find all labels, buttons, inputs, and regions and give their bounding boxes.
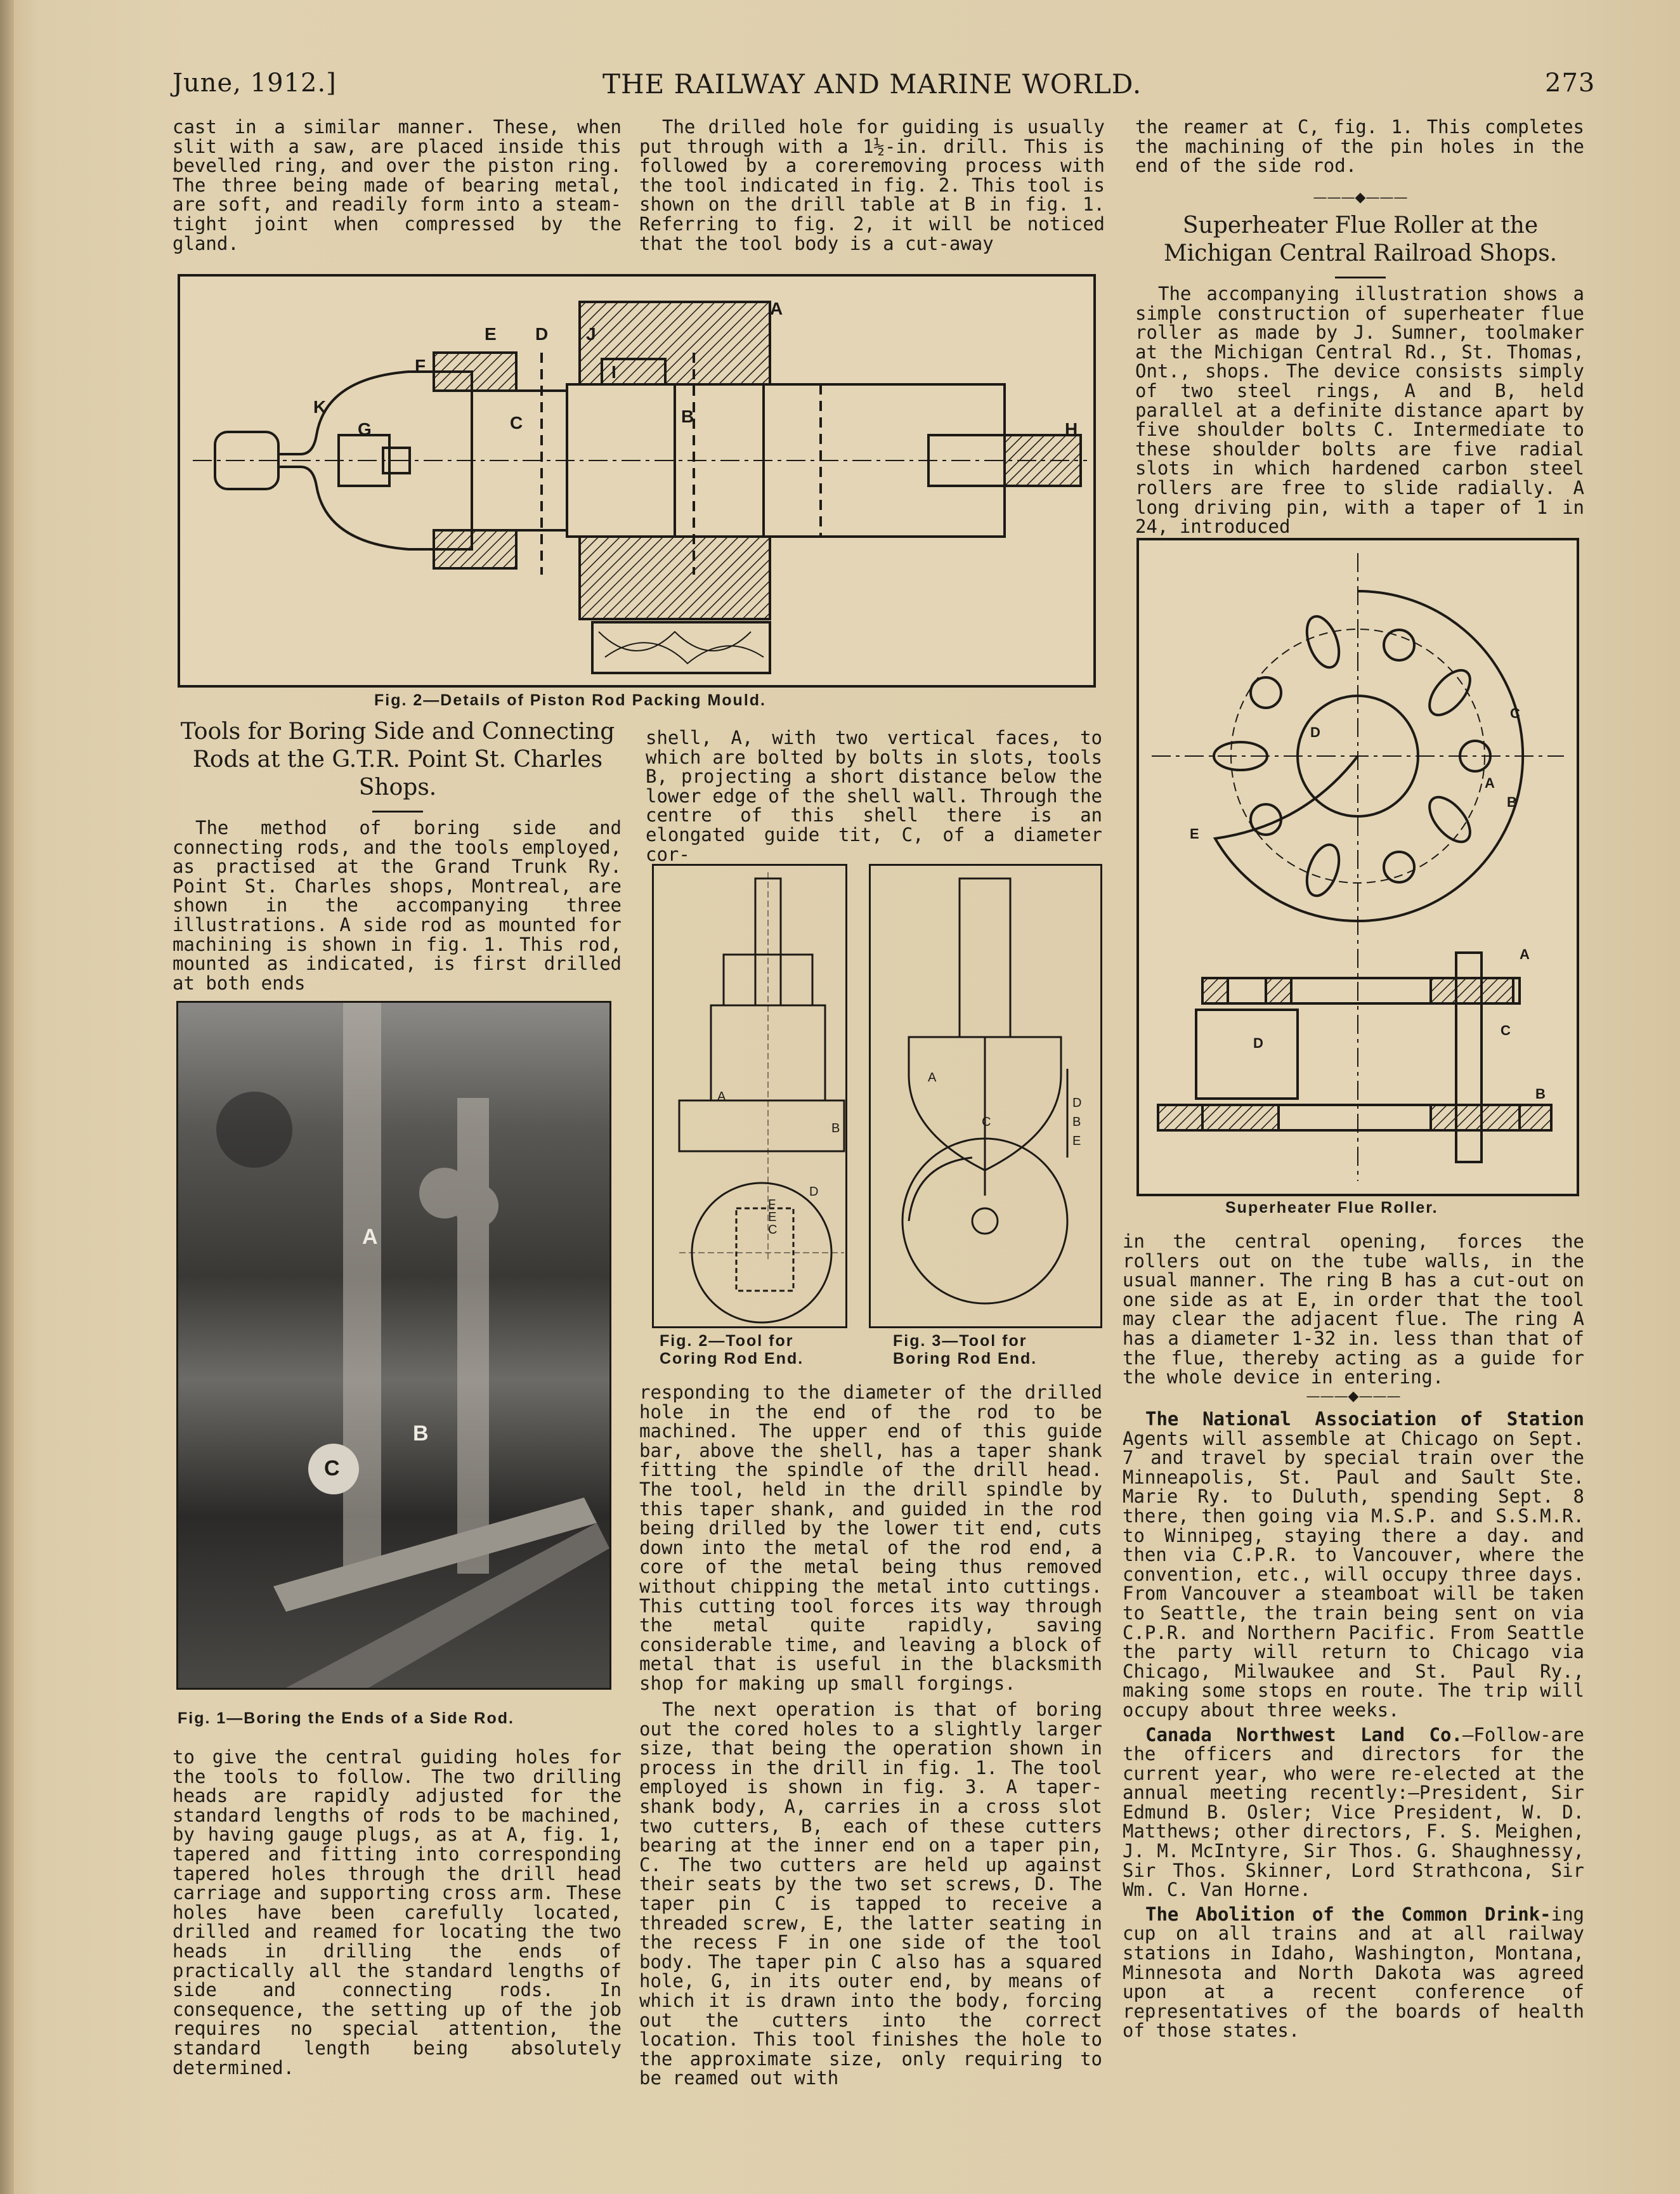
flue-roller-drawing <box>1139 540 1577 1194</box>
roller-label-a: A <box>1485 775 1495 791</box>
mould-label-a: A <box>770 299 783 318</box>
photo-label-c: C <box>324 1456 340 1480</box>
note1-lead: The National Association of Station <box>1145 1408 1584 1430</box>
photo-boring-side-rod <box>176 1001 611 1690</box>
article2-heading: Superheater Flue Roller at the Michigan Central Railroad Shops. <box>1163 212 1558 266</box>
mould-label-k: K <box>313 397 327 417</box>
svg-text:C: C <box>982 1115 991 1129</box>
article1-rule <box>372 811 423 813</box>
svg-text:D: D <box>1253 1035 1263 1051</box>
mould-label-i: I <box>611 362 616 382</box>
mould-caption: Fig. 2—Details of Piston Rod Packing Mould. <box>374 691 766 709</box>
header-title: THE RAILWAY AND MARINE WORLD. <box>602 69 1142 100</box>
article2-para1: The accompanying illustration shows a simple construction of superheater flue roller as made by J. Sumner, toolmaker at the Michigan Central Rd., St. Thomas, Ont., shops. The device consists simply of two steel rings, A and B, held parallel at a definite distance apart by five shoulder bolts C. Intermediate to these shoulder bolts are five radial slots in which hardened carbon steel rollers are free to slide radially. A long driving pin, with a taper of 1 in 24, introduced <box>1135 283 1584 538</box>
article1-header <box>166 718 629 821</box>
article2-rule <box>1335 277 1386 278</box>
fig3-caption: Fig. 3—Tool for Boring Rod End. <box>893 1332 1038 1368</box>
mould-label-d: D <box>535 324 549 344</box>
fig2-caption: Fig. 2—Tool for Coring Rod End. <box>660 1332 804 1368</box>
svg-text:B: B <box>831 1121 840 1135</box>
note-canada-northwest <box>1123 1725 1584 1900</box>
svg-text:B: B <box>1535 1086 1546 1102</box>
note3-lead: The Abolition of the Common Drink- <box>1145 1903 1551 1925</box>
mould-label-e: E <box>485 324 497 344</box>
photo-caption: Fig. 1—Boring the Ends of a Side Rod. <box>178 1709 514 1727</box>
svg-text:E: E <box>768 1210 777 1224</box>
flue-roller-caption: Superheater Flue Roller. <box>1225 1199 1438 1217</box>
article1-col2-para1: shell, A, with two vertical faces, to which are bolted by bolts in slots, tools B, projecting a short distance below the lower edge of the shell wall. Through the centre of this shell there is an elongated guide tit, C, of a diameter cor- <box>646 727 1102 865</box>
piston-mould-drawing <box>180 277 1093 685</box>
page-binding-edge <box>0 0 14 2194</box>
figure-superheater-flue-roller <box>1136 538 1579 1196</box>
article2-para2: in the central opening, forces the rollers out on the tube walls, in the usual manner. The ring B has a cut-out on one side as at E, in order that the tool may clear the adjacent flue. The ring A has a diameter 1-32 in. less than that of the flue, thereby acting as a guide for the whole device in entering. <box>1123 1231 1584 1388</box>
figure-piston-rod-mould <box>178 274 1096 688</box>
mould-label-b: B <box>681 407 694 426</box>
svg-text:C: C <box>768 1223 778 1237</box>
svg-text:F: F <box>768 1198 776 1211</box>
mould-label-g: G <box>358 419 372 439</box>
note-station-agents <box>1123 1409 1584 1720</box>
note1-text: Agents will assemble at Chicago on Sept. 7 and travel by special train over the Minneapolis, St. Paul and Sault Ste. Marie Ry. to Duluth, spending Sept. 8 there, then going via M.S.P. and S.S.M.R. to Winnipeg, staying there a day. and then via C.P.R. to Vancouver, where the convention, etc., will occupy three days. From Vancouver a steamboat will be taken to Seattle, the train being sent on via C.P.R. and Northern Pacific. From Seattle the party will return to Chicago via Chicago, Milwaukee and St. Paul Ry., making some stops en route. The trip will occupy about three weeks. <box>1123 1427 1584 1721</box>
col3-top-text: the reamer at C, fig. 1. This completes the machining of the pin holes in the end of the side rod. <box>1135 116 1584 177</box>
boring-tool-drawing <box>871 866 1100 1326</box>
notes-section <box>1123 1389 1584 2041</box>
svg-text:C: C <box>1501 1022 1511 1038</box>
col2-top-text: The drilled hole for guiding is usually put through with a 1½-in. drill. This is followed by a coreremoving process with the tool indicated in fig. 2. This tool is shown on the drill table at B in fig. 1. Referring to fig. 2, it will be noticed that the tool body is a cut-away <box>639 116 1105 254</box>
svg-text:B: B <box>1072 1115 1081 1129</box>
figure-coring-tool <box>652 864 847 1328</box>
svg-text:D: D <box>1072 1096 1082 1110</box>
mould-label-j: J <box>586 324 596 344</box>
svg-text:D: D <box>809 1185 819 1199</box>
mould-label-c: C <box>510 413 523 433</box>
coring-tool-drawing <box>654 866 845 1326</box>
svg-text:A: A <box>717 1090 726 1104</box>
col1-top-text: cast in a similar manner. These, when slit with a saw, are placed inside this bevelled ring, and over the piston ring. The three being made of bearing metal, are soft, and readily form into a steam-tight joint when compressed by the gland. <box>173 116 622 254</box>
photo-label-b: B <box>413 1421 429 1446</box>
note-drinking-cup <box>1123 1905 1584 2041</box>
note2-text: —Follow-are the officers and directors for the current year, who were re-elected at the annual meeting recently:—President, Sir Edmund B. Osler; Vice President, W. D. Matthews; other directors, F. S. Meighen, J. M. McIntyre, Sir Thos. G. Shaughnessy, Sir Thos. Skinner, Lord Strathcona, Sir Wm. C. Van Horne. <box>1123 1723 1584 1901</box>
divider-ornament: ———◆——— <box>1313 190 1408 206</box>
notes-divider: ———◆——— <box>1306 1388 1401 1404</box>
roller-label-d: D <box>1310 724 1320 740</box>
svg-text:A: A <box>1520 946 1530 962</box>
svg-text:E: E <box>1072 1134 1081 1148</box>
article2-header <box>1129 190 1592 287</box>
article1-para2: to give the central guiding holes for the tools to follow. The two drilling heads are rapidly adjusted for the standard lengths of rods to be machined, by having gauge plugs, as at A, fig. 1, tapered and fitting into corresponding tapered holes through the drill head carriage and supporting cross arm. These holes have been carefully located, drilled and reamed for locating the two heads in drilling the ends of practically all the standard lengths of side and connecting rods. In consequence, the setting up of the job requires no special attention, the standard length being absolutely determined. <box>173 1746 622 2079</box>
photo-illustration <box>178 1003 609 1688</box>
article1-heading: Tools for Boring Side and Connecting Rods at the G.T.R. Point St. Charles Shops. <box>180 719 615 800</box>
photo-label-a: A <box>362 1225 378 1249</box>
note2-lead: Canada Northwest Land Co. <box>1145 1723 1462 1746</box>
article1-col2-para3: The next operation is that of boring out the cored holes to a slightly larger size, that being the operation shown in process in the drill in fig. 1. The tool employed is shown in fig. 3. A taper-shank body, A, carries in a cross slot two cutters, B, each of these cutters bearing at the inner end on a taper pin, C. The two cutters are held up against their seats by the two set screws, D. The taper pin C is tapped to receive a threaded screw, E, the latter seating in the recess F in one side of the tool body. The taper pin C also has a squared hole, G, in its outer end, by means of which it is drawn into the body, forcing out the cutters into the correct location. This tool finishes the hole to the approximate size, only requiring to be reamed out with <box>639 1699 1102 2089</box>
page-number: 273 <box>1545 69 1596 98</box>
roller-label-c: C <box>1510 705 1520 721</box>
mould-label-h: H <box>1065 419 1078 439</box>
article1-para1: The method of boring side and connecting rods, and the tools employed, as practised at the Grand Trunk Ry. Point St. Charles shops, Montreal, are shown in the accompanying three illustrations. A side rod as mounted for machining is shown in fig. 1. This rod, mounted as indicated, is first drilled at both ends <box>173 817 622 994</box>
roller-label-b: B <box>1507 794 1517 810</box>
mould-label-f: F <box>415 356 426 375</box>
figure-boring-tool <box>869 864 1102 1328</box>
header-date: June, 1912.] <box>173 69 337 98</box>
note3-text: ing cup on all trains and at all railway stations in Idaho, Washington, Montana, Minnesota and North Dakota was agreed upon at a recent conference of representatives of the boards of health of those states. <box>1123 1903 1584 2042</box>
article1-col2-para2: responding to the diameter of the drilled hole in the end of the rod to be machined. The upper end of this guide bar, above the shell, has a taper shank fitting the spindle of the drill head. The tool, held in the drill spindle by this taper shank, and guided in the rod being drilled by the lower tit end, cuts down into the metal of the rod end, a core of the metal being thus removed without chipping the metal into cuttings. This cutting tool forces its way through the metal quite rapidly, saving considerable time, and leaving a block of metal that is useful in the blacksmith shop for making up small forgings. <box>639 1381 1102 1694</box>
roller-label-e: E <box>1190 826 1199 842</box>
svg-text:A: A <box>928 1071 937 1085</box>
